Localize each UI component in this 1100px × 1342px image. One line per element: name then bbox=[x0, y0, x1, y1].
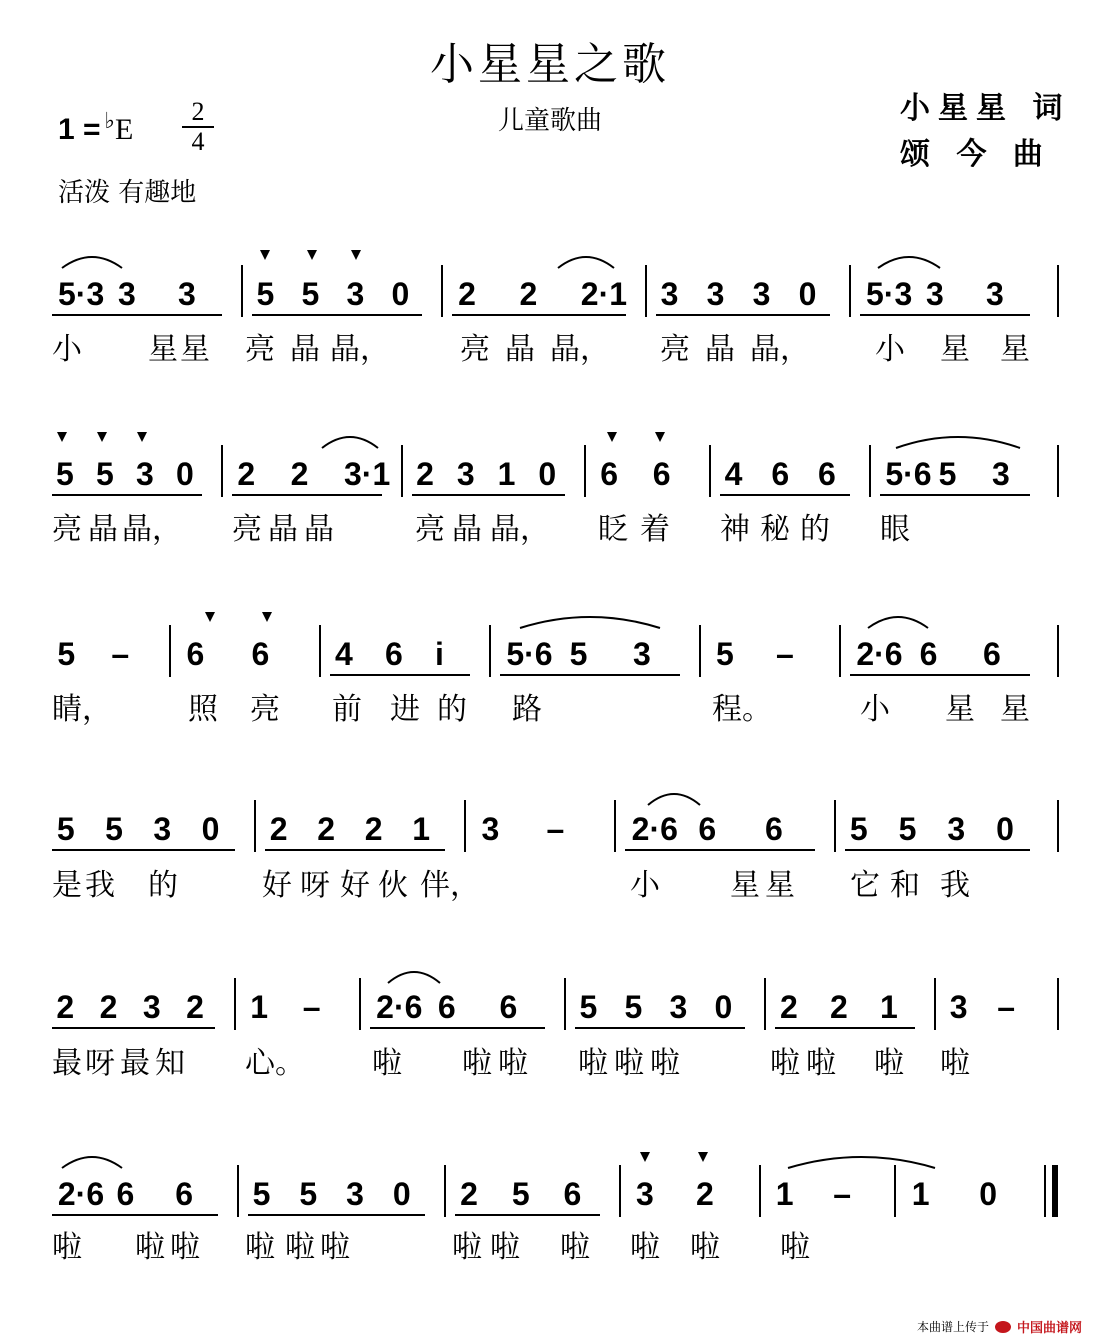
key-note: E bbox=[114, 113, 134, 146]
note: 6 bbox=[771, 456, 790, 492]
note: – bbox=[546, 811, 565, 847]
lyric-syllable: 伴， bbox=[420, 868, 480, 903]
lyric-syllable: 亮 bbox=[460, 332, 490, 367]
slur bbox=[322, 437, 378, 448]
lyric-syllable: 最 bbox=[52, 1046, 82, 1081]
note: 2 bbox=[519, 276, 538, 312]
lyrics-row bbox=[0, 684, 1100, 728]
lyric-syllable: 亮 bbox=[52, 512, 82, 547]
note: 2 bbox=[317, 811, 336, 847]
note: 0 bbox=[201, 811, 220, 847]
lyric-syllable: 和 bbox=[890, 868, 920, 903]
lyrics-row bbox=[0, 1038, 1100, 1082]
note: 5·6 bbox=[506, 636, 553, 672]
lyric-syllable: 啦 bbox=[245, 1230, 275, 1265]
lyric-syllable: 秘 bbox=[760, 512, 790, 547]
key-prefix: 1 = bbox=[58, 113, 101, 146]
lyric-syllable: 啦 bbox=[806, 1046, 836, 1081]
lyric-syllable: 啦 bbox=[452, 1230, 482, 1265]
accent-mark bbox=[655, 432, 665, 442]
lyric-syllable: 晶 bbox=[290, 332, 320, 367]
lyric-syllable: 晶， bbox=[490, 512, 550, 547]
note: 5 bbox=[624, 989, 643, 1025]
lyric-syllable: 啦 bbox=[285, 1230, 315, 1265]
accent-mark bbox=[97, 432, 107, 442]
note: 1 bbox=[880, 989, 898, 1025]
note: 5 bbox=[511, 1176, 530, 1212]
lyric-syllable: 亮 bbox=[245, 332, 275, 367]
note: 4 bbox=[335, 636, 353, 672]
note: 3 bbox=[660, 276, 679, 312]
lyric-syllable: 星 bbox=[180, 332, 210, 367]
note: 2 bbox=[830, 989, 848, 1025]
note: 6 bbox=[116, 1176, 135, 1212]
note: 3 bbox=[481, 811, 500, 847]
note: 5 bbox=[849, 811, 868, 847]
lyric-syllable: 前 bbox=[332, 692, 362, 727]
lyric-syllable: 眨 bbox=[598, 512, 628, 547]
lyric-syllable: 心。 bbox=[245, 1046, 305, 1081]
accent-mark bbox=[262, 612, 272, 622]
accent-mark bbox=[351, 250, 361, 260]
note: 5 bbox=[57, 636, 76, 672]
note: 2 bbox=[460, 1176, 478, 1212]
note: 3 bbox=[136, 456, 154, 492]
slur bbox=[558, 257, 614, 268]
lyric-syllable: 好 bbox=[262, 868, 292, 903]
note: 5·3 bbox=[58, 276, 105, 312]
note: – bbox=[302, 989, 321, 1025]
lyric-syllable: 啦 bbox=[614, 1046, 644, 1081]
lyric-syllable: 睛， bbox=[52, 692, 112, 727]
slur bbox=[648, 794, 700, 805]
slur bbox=[868, 617, 928, 628]
lyric-syllable: 星 bbox=[1000, 692, 1030, 727]
time-denominator: 4 bbox=[191, 127, 205, 156]
accent-mark bbox=[57, 432, 67, 442]
note: 6 bbox=[919, 636, 938, 672]
note: 6 bbox=[818, 456, 836, 492]
note: 5 bbox=[898, 811, 917, 847]
note: 6 bbox=[983, 636, 1001, 672]
note: 2·6 bbox=[57, 1176, 105, 1212]
note: 2 bbox=[56, 989, 75, 1025]
slur bbox=[62, 257, 122, 268]
note: 3 bbox=[926, 276, 944, 312]
lyric-syllable: 眼 bbox=[880, 512, 910, 547]
note: 5 bbox=[96, 456, 114, 492]
note: 2·6 bbox=[856, 636, 903, 672]
note: 3 bbox=[142, 989, 161, 1025]
note: 2·6 bbox=[631, 811, 678, 847]
note: 3 bbox=[633, 636, 651, 672]
note: 1 bbox=[775, 1176, 794, 1212]
lyric-syllable: 啦 bbox=[780, 1230, 810, 1265]
lyric-syllable: 晶， bbox=[330, 332, 390, 367]
note: 2 bbox=[269, 811, 288, 847]
lyric-syllable: 星 bbox=[1000, 332, 1030, 367]
lyric-syllable: 晶 bbox=[705, 332, 735, 367]
accent-mark bbox=[640, 1152, 650, 1162]
lyrics-row bbox=[0, 860, 1100, 904]
note: 0 bbox=[798, 276, 817, 312]
note: 5 bbox=[579, 989, 598, 1025]
lyric-syllable: 最 bbox=[120, 1046, 150, 1081]
note: 3 bbox=[456, 456, 475, 492]
note: 6 bbox=[175, 1176, 193, 1212]
accent-mark bbox=[698, 1152, 708, 1162]
note: 5 bbox=[716, 636, 734, 672]
lyric-syllable: 晶， bbox=[550, 332, 610, 367]
note: 5 bbox=[299, 1176, 318, 1212]
lyrics-row bbox=[0, 324, 1100, 368]
credit-music: 颂 今 曲 bbox=[900, 137, 1051, 172]
lyric-syllable: 呀 bbox=[300, 868, 330, 903]
lyric-syllable: 啦 bbox=[52, 1230, 82, 1265]
lyric-syllable: 啦 bbox=[770, 1046, 800, 1081]
note: 3 bbox=[153, 811, 172, 847]
site-name[interactable]: 中国曲谱网 bbox=[1016, 1321, 1082, 1336]
lyric-syllable: 晶 bbox=[304, 512, 334, 547]
lyric-syllable: 亮 bbox=[660, 332, 690, 367]
note: 2 bbox=[99, 989, 118, 1025]
note: 2 bbox=[696, 1176, 714, 1212]
note: 0 bbox=[714, 989, 733, 1025]
note: 3 bbox=[947, 811, 966, 847]
note: 3 bbox=[706, 276, 725, 312]
lyric-syllable: 星 bbox=[148, 332, 178, 367]
accent-mark bbox=[307, 250, 317, 260]
note: 2 bbox=[186, 989, 204, 1025]
note: 6 bbox=[652, 456, 671, 492]
note: 3 bbox=[752, 276, 771, 312]
lyric-syllable: 程。 bbox=[712, 692, 772, 727]
note: 6 bbox=[385, 636, 403, 672]
note: 0 bbox=[391, 276, 410, 312]
lyric-syllable: 啦 bbox=[874, 1046, 904, 1081]
lyric-syllable: 小 bbox=[860, 692, 890, 727]
note: – bbox=[997, 989, 1016, 1025]
note: 3 bbox=[986, 276, 1004, 312]
note: 5 bbox=[301, 276, 320, 312]
lyric-syllable: 照 bbox=[188, 692, 218, 727]
footer bbox=[917, 1317, 1082, 1336]
note: 6 bbox=[765, 811, 783, 847]
note: 6 bbox=[499, 989, 518, 1025]
note: 3 bbox=[118, 276, 136, 312]
note: 1 bbox=[497, 456, 516, 492]
slur bbox=[388, 972, 440, 983]
lyrics-row bbox=[0, 504, 1100, 548]
lyric-syllable: 啦 bbox=[462, 1046, 492, 1081]
note: 5 bbox=[105, 811, 123, 847]
lyric-syllable: 知 bbox=[155, 1046, 185, 1081]
lyric-syllable: 小 bbox=[630, 868, 660, 903]
lyric-syllable: 晶， bbox=[750, 332, 810, 367]
note: 3 bbox=[992, 456, 1010, 492]
lyric-syllable: 它 bbox=[850, 868, 880, 903]
upload-text: 本曲谱上传于 bbox=[916, 1320, 989, 1334]
lyric-syllable: 啦 bbox=[560, 1230, 590, 1265]
lyrics-row bbox=[0, 1222, 1100, 1266]
note: 5·3 bbox=[866, 276, 913, 312]
note: 2·6 bbox=[376, 989, 423, 1025]
lyric-syllable: 好 bbox=[340, 868, 370, 903]
credit-lyrics: 小星星 词 bbox=[900, 91, 1071, 126]
slur bbox=[62, 1157, 122, 1168]
lyric-syllable: 啦 bbox=[490, 1230, 520, 1265]
note: 2 bbox=[290, 456, 309, 492]
lyric-syllable: 晶 bbox=[505, 332, 535, 367]
note: 6 bbox=[251, 636, 270, 672]
note: 2 bbox=[458, 276, 476, 312]
note: 3·1 bbox=[344, 456, 391, 492]
lyric-syllable: 我 bbox=[940, 868, 970, 903]
tempo-marking: 活泼 有趣地 bbox=[58, 178, 197, 208]
lyric-syllable: 亮 bbox=[415, 512, 445, 547]
lyric-syllable: 进 bbox=[390, 692, 420, 727]
time-numerator: 2 bbox=[182, 98, 214, 128]
lyric-syllable: 啦 bbox=[690, 1230, 720, 1265]
lyric-syllable: 啦 bbox=[170, 1230, 200, 1265]
note: 3 bbox=[346, 1176, 364, 1212]
lyric-syllable: 星 bbox=[730, 868, 760, 903]
slur bbox=[878, 257, 940, 268]
lyric-syllable: 伙 bbox=[378, 868, 408, 903]
note: 3 bbox=[346, 276, 365, 312]
flat-sign: ♭ bbox=[104, 108, 115, 133]
accent-mark bbox=[260, 250, 270, 260]
note: 5 bbox=[256, 276, 275, 312]
note: 6 bbox=[600, 456, 619, 492]
note: 0 bbox=[392, 1176, 411, 1212]
note: 5 bbox=[56, 456, 74, 492]
lyric-syllable: 着 bbox=[640, 512, 670, 547]
site-logo-icon bbox=[995, 1321, 1011, 1333]
note: 0 bbox=[538, 456, 557, 492]
lyric-syllable: 晶 bbox=[88, 512, 118, 547]
note: 3 bbox=[669, 989, 688, 1025]
note: 5 bbox=[569, 636, 588, 672]
lyric-syllable: 晶 bbox=[268, 512, 298, 547]
note: 1 bbox=[250, 989, 269, 1025]
note: 6 bbox=[563, 1176, 582, 1212]
lyric-syllable: 亮 bbox=[250, 692, 280, 727]
note: 6 bbox=[186, 636, 205, 672]
note: – bbox=[776, 636, 794, 672]
accent-mark bbox=[137, 432, 147, 442]
lyric-syllable: 小 bbox=[875, 332, 905, 367]
note: 3 bbox=[636, 1176, 654, 1212]
lyric-syllable: 的 bbox=[148, 868, 178, 903]
note: 6 bbox=[698, 811, 717, 847]
lyric-syllable: 啦 bbox=[940, 1046, 970, 1081]
note: 0 bbox=[979, 1176, 998, 1212]
note: 5·6 bbox=[885, 456, 932, 492]
lyric-syllable: 啦 bbox=[372, 1046, 402, 1081]
lyric-syllable: 啦 bbox=[578, 1046, 608, 1081]
lyric-syllable: 神 bbox=[720, 512, 750, 547]
song-subtitle: 儿童歌曲 bbox=[497, 106, 602, 136]
note: 4 bbox=[724, 456, 743, 492]
lyric-syllable: 啦 bbox=[498, 1046, 528, 1081]
note: i bbox=[435, 636, 444, 672]
lyric-syllable: 星 bbox=[940, 332, 970, 367]
note: 3 bbox=[949, 989, 968, 1025]
note: 0 bbox=[176, 456, 194, 492]
lyric-syllable: 路 bbox=[512, 692, 542, 727]
lyric-syllable: 星 bbox=[945, 692, 975, 727]
lyric-syllable: 晶， bbox=[122, 512, 182, 547]
note: 5 bbox=[56, 811, 75, 847]
lyric-syllable: 啦 bbox=[320, 1230, 350, 1265]
note: 5 bbox=[252, 1176, 271, 1212]
lyric-syllable: 小 bbox=[52, 332, 82, 367]
note: 3 bbox=[178, 276, 196, 312]
lyric-syllable: 啦 bbox=[650, 1046, 680, 1081]
lyric-syllable: 呀 bbox=[85, 1046, 115, 1081]
note: 2 bbox=[780, 989, 798, 1025]
lyric-syllable: 啦 bbox=[135, 1230, 165, 1265]
note: – bbox=[833, 1176, 852, 1212]
note: 5 bbox=[938, 456, 957, 492]
lyric-syllable: 的 bbox=[800, 512, 830, 547]
lyric-syllable: 啦 bbox=[630, 1230, 660, 1265]
slur bbox=[520, 617, 660, 628]
note: 0 bbox=[996, 811, 1014, 847]
note: 1 bbox=[412, 811, 431, 847]
note: – bbox=[111, 636, 130, 672]
song-title: 小星星之歌 bbox=[430, 39, 670, 90]
note: 2 bbox=[237, 456, 256, 492]
lyric-syllable: 是 bbox=[52, 868, 82, 903]
lyric-syllable: 我 bbox=[85, 868, 115, 903]
slur bbox=[788, 1157, 935, 1168]
lyric-syllable: 的 bbox=[437, 692, 467, 727]
note: 2·1 bbox=[580, 276, 628, 312]
accent-mark bbox=[607, 432, 617, 442]
note: 6 bbox=[437, 989, 456, 1025]
lyric-syllable: 星 bbox=[765, 868, 795, 903]
lyric-syllable: 亮 bbox=[232, 512, 262, 547]
slur bbox=[896, 437, 1020, 448]
lyric-syllable: 晶 bbox=[452, 512, 482, 547]
note: 2 bbox=[416, 456, 434, 492]
accent-mark bbox=[205, 612, 215, 622]
note: 2 bbox=[364, 811, 383, 847]
note: 1 bbox=[911, 1176, 930, 1212]
